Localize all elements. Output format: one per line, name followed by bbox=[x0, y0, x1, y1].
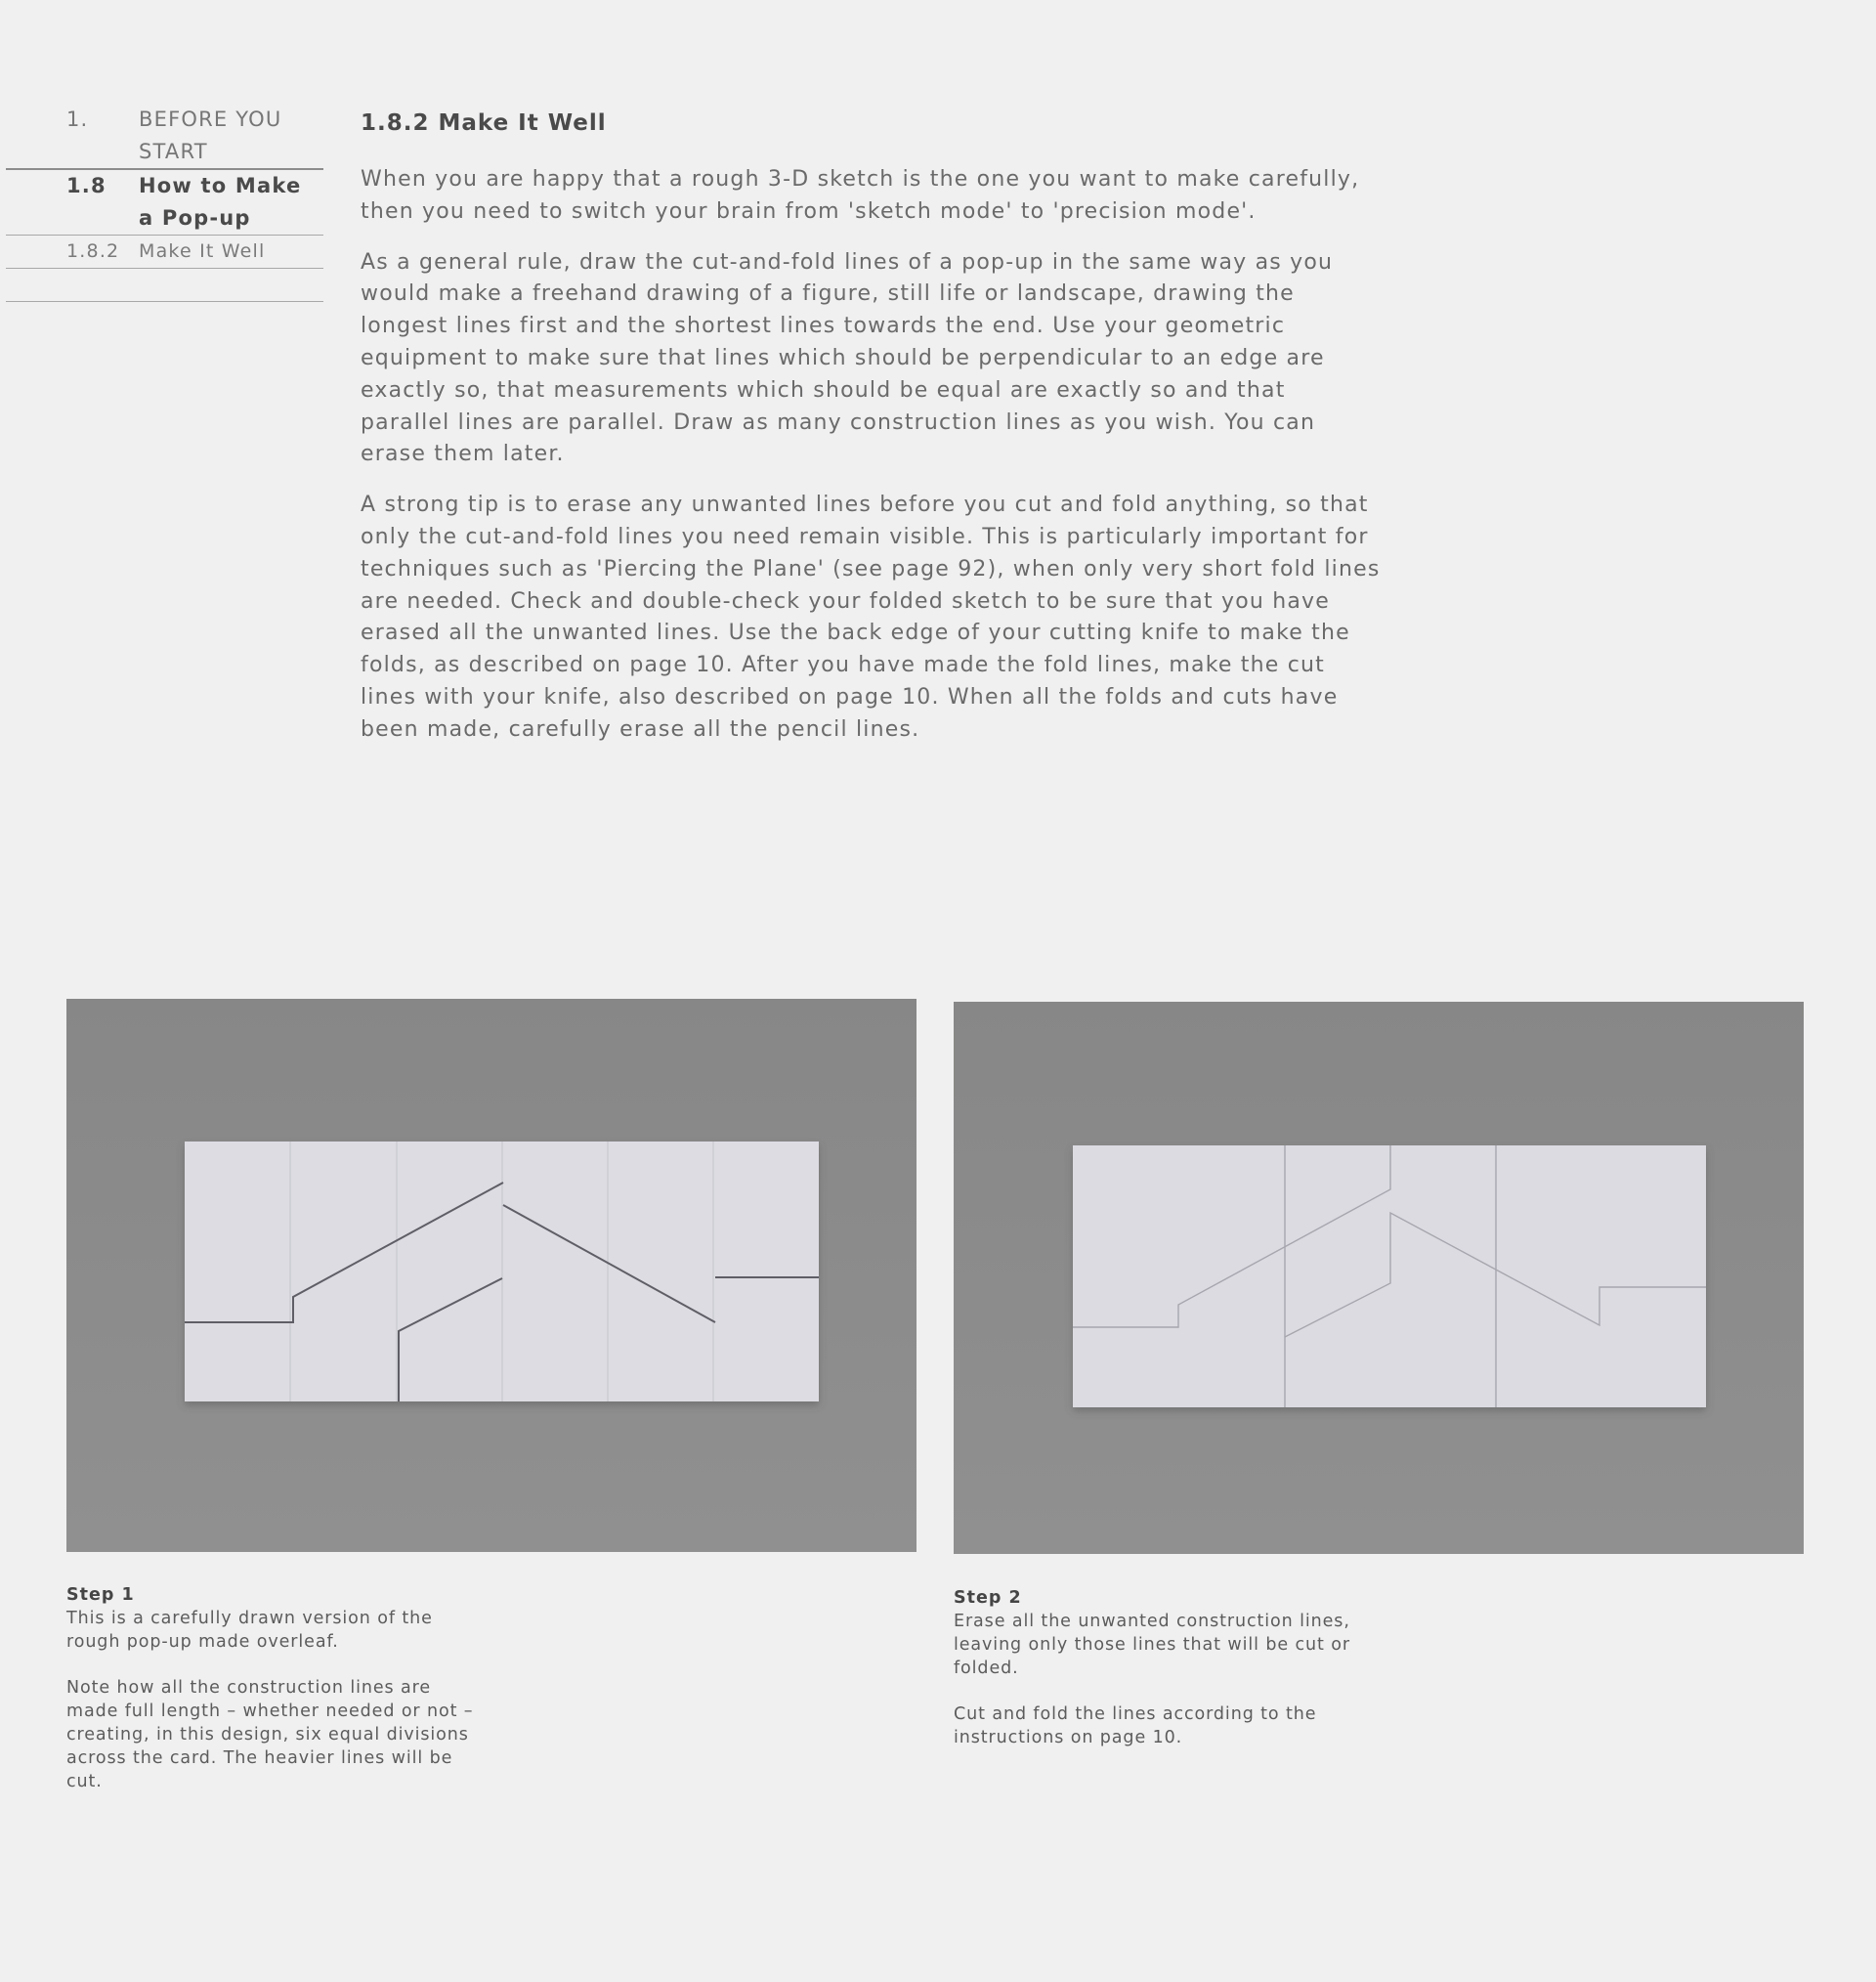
nav-row-chapter bbox=[6, 104, 323, 170]
step-2-caption bbox=[954, 1586, 1364, 1749]
popup-card bbox=[1073, 1145, 1706, 1407]
step-2-photo bbox=[954, 1002, 1804, 1554]
nav-subsection-label: Make It Well bbox=[139, 240, 266, 262]
body-paragraph-3: A strong tip is to erase any unwanted lines before you cut and fold anything, so that only the cut-and-fold lines you need remain visible. This is particularly important for techniques such as 'Piercing the Plane' (see page 92), when only very short fold lines are needed. Check and double-check your folded sketch to be sure that you have erased all the unwanted lines. Use the back edge of your cutting knife to make the folds, as described on page 10. After you have made the fold lines, make the cut lines with your knife, also described on page 10. When all the folds and cuts have been made, carefully erase all the pencil lines. bbox=[361, 493, 1381, 742]
step-1-caption bbox=[66, 1583, 477, 1793]
section-heading: 1.8.2 Make It Well bbox=[361, 110, 607, 136]
nav-row-subsection bbox=[6, 236, 323, 269]
nav-chapter-label: BEFORE YOU START bbox=[139, 108, 282, 163]
step-1-photo bbox=[66, 999, 917, 1552]
main-article bbox=[361, 106, 1382, 765]
step-2-text-2: Cut and fold the lines according to the instructions on page 10. bbox=[954, 1704, 1317, 1747]
step-1-card-illustration bbox=[66, 999, 917, 1552]
body-paragraph-2: As a general rule, draw the cut-and-fold lines of a pop-up in the same way as you would make a freehand drawing of a figure, still life or landscape, drawing the longest lines first and the shortest lines towards the end. Use your geometric equipment to make sure that lines which should be perpendicular to an edge are exactly so, that measurements which should be equal are exactly so and that parallel lines are parallel. Draw as many construction lines as you wish. You can erase them later. bbox=[361, 249, 1334, 467]
nav-row-section bbox=[6, 170, 323, 236]
nav-chapter-number: 1. bbox=[66, 108, 89, 131]
step-2-text-1: Erase all the unwanted construction lines, leaving only those lines that will be cut or folded. bbox=[954, 1612, 1350, 1678]
nav-row-spacer bbox=[6, 269, 323, 302]
section-navigation bbox=[6, 104, 323, 302]
step-2-card-illustration bbox=[954, 1002, 1804, 1554]
step-1-text-2: Note how all the construction lines are made full length – whether needed or not – creating, in this design, six equal divisions across the card. The heavier lines will be cut. bbox=[66, 1678, 474, 1791]
step-2-title: Step 2 bbox=[954, 1588, 1022, 1608]
nav-section-label: How to Make a Pop-up bbox=[139, 174, 302, 230]
body-paragraph-1: When you are happy that a rough 3-D sketch is the one you want to make carefully, then you need to switch your brain from 'sketch mode' to 'precision mode'. bbox=[361, 167, 1360, 224]
step-1-title: Step 1 bbox=[66, 1585, 135, 1605]
step-1-text-1: This is a carefully drawn version of the rough pop-up made overleaf. bbox=[66, 1609, 433, 1652]
nav-subsection-number: 1.8.2 bbox=[66, 240, 120, 262]
nav-section-number: 1.8 bbox=[66, 174, 107, 197]
